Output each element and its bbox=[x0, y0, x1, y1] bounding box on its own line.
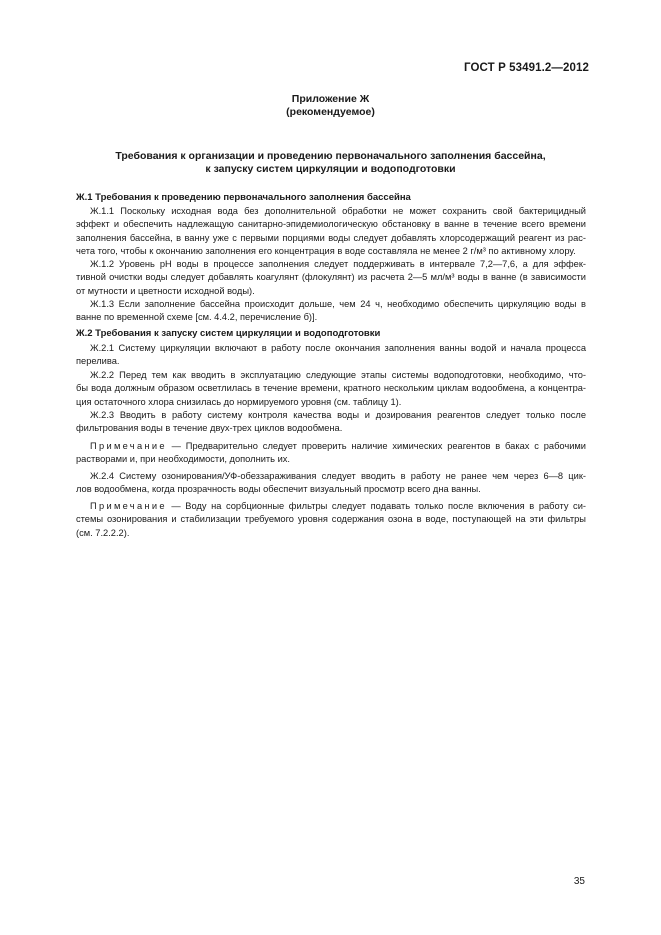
text-line: ванне по временной схеме [см. 4.4.2, перечисление б)]. bbox=[76, 312, 318, 323]
text-line: тивной очистки воды следует добавлять коагулянт (флокулянт) из расчета 2—5 мл/м³ воды в ванне (в зависимости bbox=[76, 272, 586, 283]
page-number: 35 bbox=[573, 876, 585, 887]
text-line: чета того, чтобы к окончанию заполнения его концентрация в воде составляла не менее 2 г/м³ по активному хлору. bbox=[76, 246, 576, 257]
document-title-line: к запуску систем циркуляции и водоподготовки bbox=[205, 163, 456, 175]
text-line: ция остаточного хлора снизилась до нормируемого уровня (см. таблицу 1). bbox=[76, 396, 402, 407]
paragraph-zh-1-1 bbox=[76, 205, 586, 259]
text-line: лов водообмена, когда прозрачность воды обеспечит визуальный просмотр всего дна ванны. bbox=[76, 484, 481, 495]
text-line: Ж.2.1 Систему циркуляции включают в работу после окончания заполнения ванны водой и начала процесса bbox=[90, 343, 586, 353]
text-line: от мутности и цветности исходной воды). bbox=[76, 285, 255, 296]
paragraph-zh-2-4 bbox=[76, 470, 586, 497]
text-line: Ж.1.3 Если заполнение бассейна происходит дольше, чем 24 ч, необходимо обеспечить циркуляцию воды в bbox=[90, 299, 586, 309]
text-line: Ж.2.4 Систему озонирования/УФ-обеззараживания следует вводить в работу не ранее чем через 6—8 цик- bbox=[90, 471, 586, 481]
paragraph-zh-2-1 bbox=[76, 342, 586, 369]
note-label: Примечание bbox=[90, 441, 167, 451]
note-label: Примечание bbox=[90, 501, 167, 511]
note-2 bbox=[76, 500, 586, 540]
document-title bbox=[0, 150, 661, 176]
document-title-line: Требования к организации и проведению первоначального заполнения бассейна, bbox=[115, 150, 546, 162]
paragraph-zh-1-2 bbox=[76, 258, 586, 298]
note-1 bbox=[76, 440, 586, 467]
section-heading-zh2: Ж.2 Требования к запуску систем циркуляции и водоподготовки bbox=[76, 328, 381, 339]
text-line: Ж.2.2 Перед тем как вводить в эксплуатацию следующие этапы системы водоподготовки, необходимо, что- bbox=[90, 370, 586, 380]
annex-title: Приложение Ж bbox=[291, 93, 370, 105]
text-line: эффект и обеспечить надлежащую санитарно-эпидемиологическую обстановку в ванне в течение всего времени bbox=[76, 219, 586, 230]
text-line: (см. 7.2.2.2). bbox=[76, 527, 130, 538]
standard-designation: ГОСТ Р 53491.2—2012 bbox=[464, 62, 589, 74]
paragraph-zh-1-3 bbox=[76, 298, 586, 325]
annex-status: (рекомендуемое) bbox=[286, 106, 375, 118]
note-line bbox=[76, 500, 586, 513]
text-line: Ж.1.2 Уровень pH воды в процессе заполнения следует поддерживать в интервале 7,2—7,6, а для эффек- bbox=[90, 259, 586, 269]
note-text: — Воду на сорбционные фильтры следует подавать только после включения в работу си- bbox=[166, 501, 586, 511]
text-line: стемы озонирования и стабилизации требуемого уровня содержания озона в воде, поступающей на эти фильтры bbox=[76, 514, 586, 525]
text-line: Ж.2.3 Вводить в работу систему контроля качества воды и дозирования реагентов следует только после bbox=[90, 410, 586, 420]
paragraph-zh-2-3 bbox=[76, 409, 586, 436]
text-line: фильтрования воды в течение двух-трех циклов водообмена. bbox=[76, 423, 343, 434]
section-heading-zh1: Ж.1 Требования к проведению первоначального заполнения бассейна bbox=[76, 192, 411, 203]
note-line bbox=[76, 440, 586, 453]
annex-heading bbox=[0, 93, 661, 119]
text-line: растворами и, при необходимости, дополнить их. bbox=[76, 454, 291, 465]
text-line: Ж.1.1 Поскольку исходная вода без дополнительной обработки не может сохранить свой бактерицидный bbox=[90, 206, 586, 216]
paragraph-zh-2-2 bbox=[76, 369, 586, 409]
note-text: — Предварительно следует проверить наличие химических реагентов в баках с рабочими bbox=[166, 441, 586, 451]
text-line: перелива. bbox=[76, 356, 120, 367]
text-line: заполнения бассейна, в ванну уже с первыми порциями воды следует добавлять хлорсодержащий реагент из рас- bbox=[76, 232, 586, 243]
text-line: бы вода должным образом осветлилась в течение времени, кратного нескольким циклам водообмена, а концентра- bbox=[76, 383, 586, 394]
